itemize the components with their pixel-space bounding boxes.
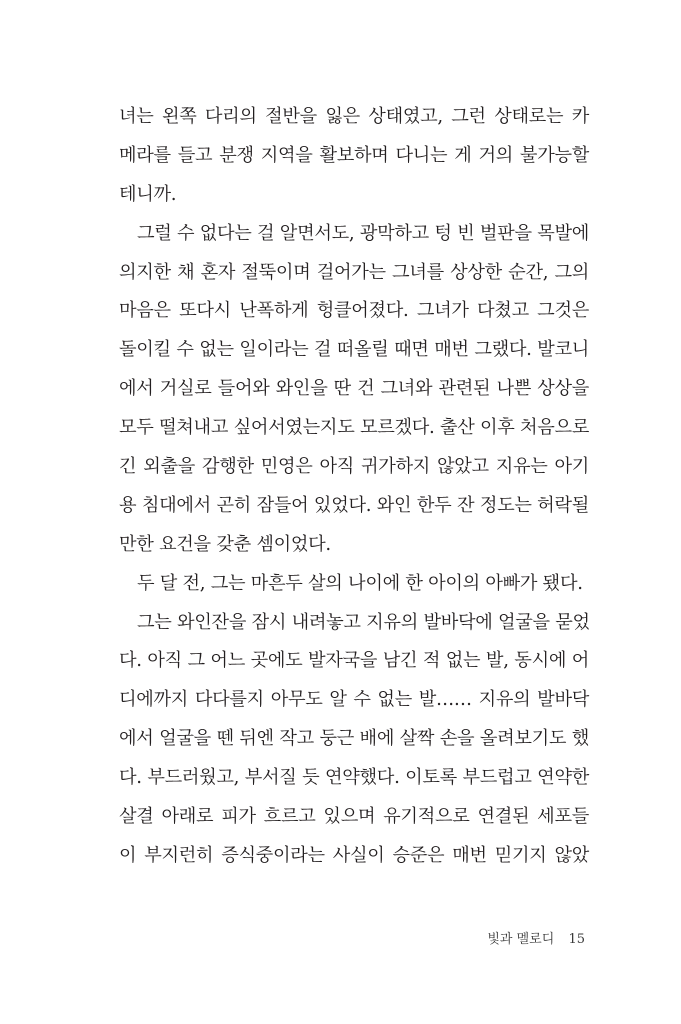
text-line: 의지한 채 혼자 절뚝이며 걸어가는 그녀를 상상한 순간, 그의 xyxy=(119,261,589,283)
text-line: 용 침대에서 곤히 잠들어 있었다. 와인 한두 잔 정도는 허락될 xyxy=(119,494,589,516)
text-line: 다. 부드러웠고, 부서질 듯 연약했다. 이토록 부드럽고 연약한 xyxy=(119,767,589,789)
page-number: 15 xyxy=(568,932,585,947)
text-line: 에서 거실로 들어와 와인을 딴 건 그녀와 관련된 나쁜 상상을 xyxy=(119,378,589,400)
body-text xyxy=(119,98,589,876)
text-line: 녀는 왼쪽 다리의 절반을 잃은 상태였고, 그런 상태로는 카 xyxy=(119,106,589,127)
text-line: 살결 아래로 피가 흐르고 있으며 유기적으로 연결된 세포들 xyxy=(119,806,589,828)
text-line: 모두 떨쳐내고 싶어서였는지도 모르겠다. 출산 이후 처음으로 xyxy=(119,417,590,439)
page-footer xyxy=(487,929,585,951)
paragraph-start-line: 그럴 수 없다는 걸 알면서도, 광막하고 텅 빈 벌판을 목발에 xyxy=(137,222,590,244)
text-line: 긴 외출을 감행한 민영은 아직 귀가하지 않았고 지유는 아기 xyxy=(119,456,589,478)
text-line: 이 부지런히 증식중이라는 사실이 승준은 매번 믿기지 않았 xyxy=(119,844,589,866)
paragraph-start-line: 두 달 전, 그는 마흔두 살의 나이에 한 아이의 아빠가 됐다. xyxy=(137,572,583,594)
paragraph-start-line: 그는 와인잔을 잠시 내려놓고 지유의 발바닥에 얼굴을 묻었 xyxy=(137,611,590,633)
text-line: 테니까. xyxy=(119,183,177,205)
text-line: 에서 얼굴을 뗀 뒤엔 작고 둥근 배에 살짝 손을 올려보기도 했 xyxy=(119,728,589,750)
text-line: 돌이킬 수 없는 일이라는 걸 떠올릴 때면 매번 그랬다. 발코니 xyxy=(119,339,589,361)
text-line: 만한 요건을 갖춘 셈이었다. xyxy=(119,533,331,555)
text-line: 디에까지 다다를지 아무도 알 수 없는 발…… 지유의 발바닥 xyxy=(119,689,589,711)
text-line: 메라를 들고 분쟁 지역을 활보하며 다니는 게 거의 불가능할 xyxy=(119,144,589,166)
text-line: 마음은 또다시 난폭하게 헝클어졌다. 그녀가 다쳤고 그것은 xyxy=(119,300,589,322)
running-title: 빛과 멜로디 xyxy=(487,932,555,947)
text-line: 다. 아직 그 어느 곳에도 발자국을 남긴 적 없는 발, 동시에 어 xyxy=(119,650,589,672)
